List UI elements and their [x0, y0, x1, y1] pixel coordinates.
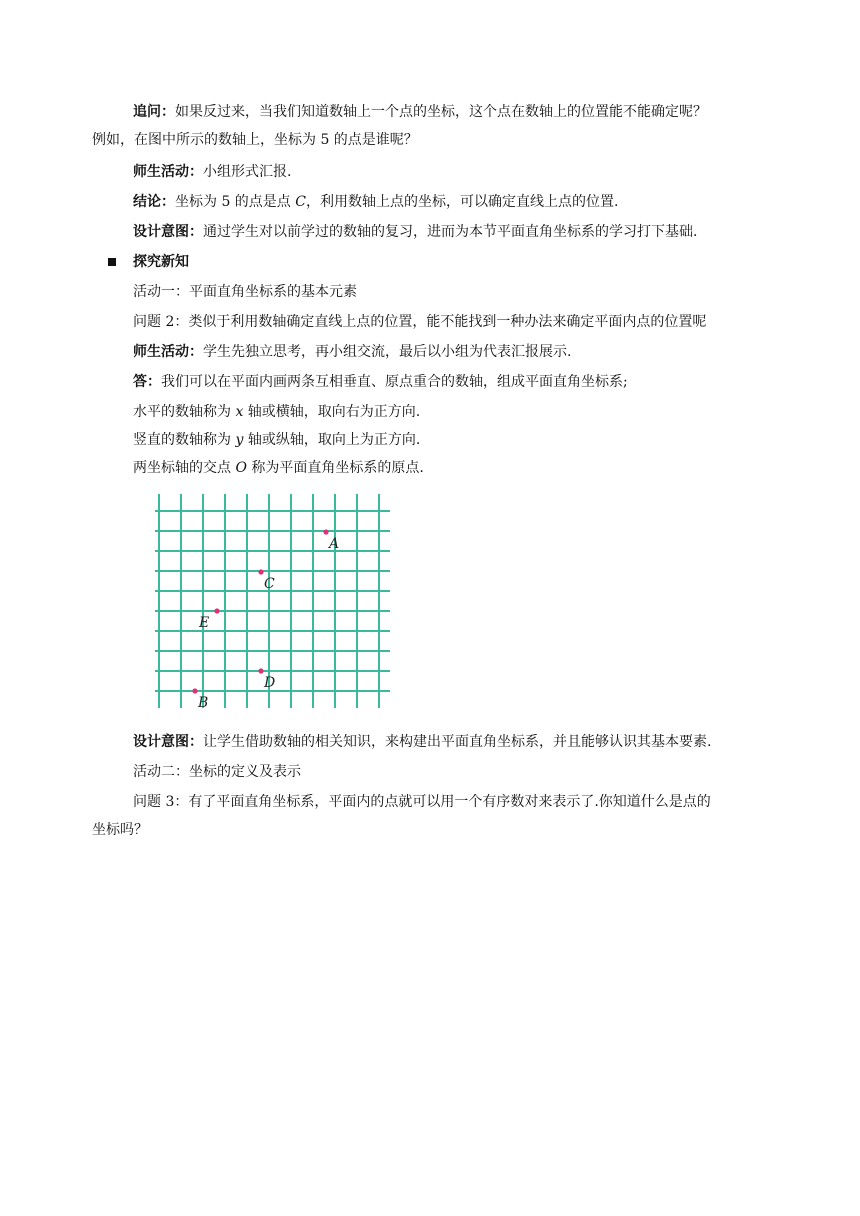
design-intent-label-2: 设计意图： [133, 734, 203, 750]
followup-label: 追问： [133, 104, 175, 120]
design-intent-text-1: 通过学生对以前学过的数轴的复习，进而为本节平面直角坐标系的学习打下基础. [203, 224, 698, 240]
question2: 问题 2：类似于利用数轴确定直线上点的位置，能不能找到一种办法来确定平面内点的位置呢 [133, 314, 707, 330]
para-teacher-student [133, 342, 571, 362]
design-intent-text-2: 让学生借助数轴的相关知识，来构建出平面直角坐标系，并且能够认识其基本要素. [203, 734, 712, 750]
point-c-dot [258, 569, 263, 574]
conclusion-text-b: ，利用数轴上点的坐标，可以确定直线上点的位置. [305, 194, 619, 210]
point-d-dot [258, 668, 263, 673]
y-axis-var: y [235, 432, 244, 448]
point-e-label: E [199, 615, 210, 631]
activity-text: 小组形式汇报. [203, 164, 292, 180]
point-e-dot [214, 608, 219, 613]
section-title: 探究新知 [133, 254, 189, 270]
x-axis-text-a: 水平的数轴称为 [133, 404, 236, 420]
teacher-student-text: 学生先独立思考，再小组交流，最后以小组为代表汇报展示. [203, 344, 572, 360]
x-axis-text-b: 轴或横轴，取向右为正方向. [243, 404, 421, 420]
grid-points [192, 529, 339, 711]
conclusion-var: C [295, 194, 306, 210]
answer-text: 我们可以在平面内画两条互相垂直、原点重合的数轴，组成平面直角坐标系; [161, 374, 628, 390]
y-axis-text-a: 竖直的数轴称为 [133, 432, 236, 448]
para-origin [133, 458, 424, 478]
para-design-intent-1 [133, 222, 697, 242]
activity1-heading: 活动一：平面直角坐标系的基本元素 [133, 284, 357, 300]
point-c-label: C [264, 576, 275, 592]
point-b-label: B [198, 695, 209, 711]
point-d-label: D [264, 675, 276, 691]
y-axis-text-b: 轴或纵轴，取向上为正方向. [243, 432, 421, 448]
para-followup-line2: 例如，在图中所示的数轴上，坐标为 5 的点是谁呢？ [92, 132, 418, 148]
conclusion-label: 结论： [133, 194, 175, 210]
origin-text-a: 两坐标轴的交点 [133, 460, 236, 476]
point-a-label: A [329, 536, 340, 552]
para-activity [133, 162, 291, 182]
answer-label: 答： [133, 374, 161, 390]
para-answer [133, 372, 628, 392]
question3-line2: 坐标吗？ [92, 822, 148, 838]
activity2-heading: 活动二：坐标的定义及表示 [133, 764, 301, 780]
para-x-axis [133, 402, 420, 422]
para-followup-line1 [133, 102, 707, 122]
activity-label: 师生活动： [133, 164, 203, 180]
section-bullet-icon [108, 258, 116, 266]
para-y-axis [133, 430, 420, 450]
origin-text-b: 称为平面直角坐标系的原点. [246, 460, 424, 476]
conclusion-text-a: 坐标为 5 的点是点 [175, 194, 296, 210]
question3-line1: 问题 3：有了平面直角坐标系，平面内的点就可以用一个有序数对来表示了.你知道什么是点的 [133, 794, 711, 810]
origin-var: O [235, 460, 247, 476]
teacher-student-label: 师生活动： [133, 344, 203, 360]
followup-text: 如果反过来，当我们知道数轴上一个点的坐标，这个点在数轴上的位置能不能确定呢？ [175, 104, 707, 120]
para-conclusion [133, 192, 618, 212]
point-a-dot [323, 529, 328, 534]
point-b-dot [192, 688, 197, 693]
design-intent-label-1: 设计意图： [133, 224, 203, 240]
grid-figure [150, 490, 400, 715]
para-design-intent-2 [133, 732, 711, 752]
x-axis-var: x [235, 404, 244, 420]
